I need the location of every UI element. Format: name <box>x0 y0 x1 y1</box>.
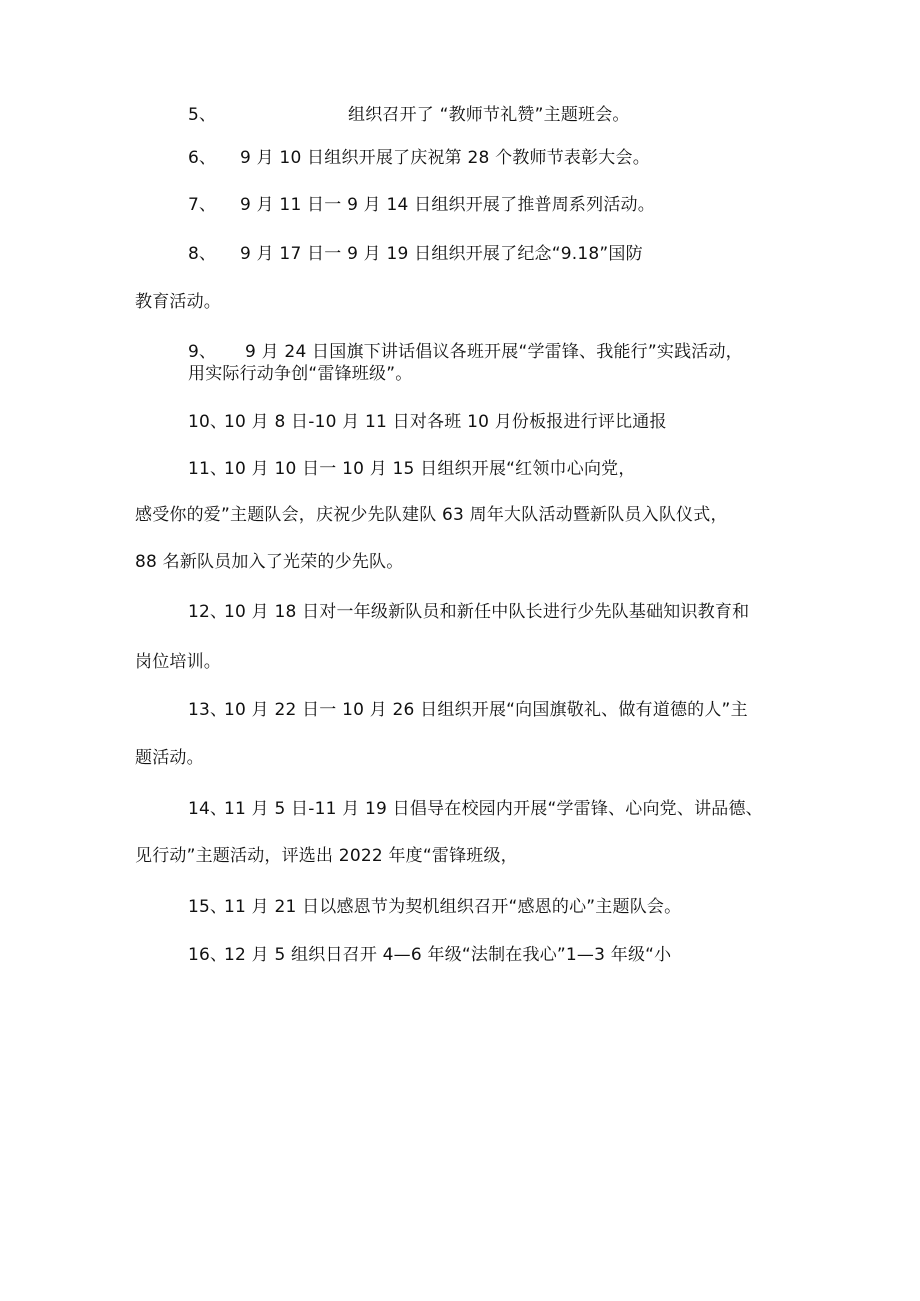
item-14-continuation: 见行动”主题活动，评选出 2022 年度“雷锋班级， <box>135 846 518 866</box>
item-11-text: 10 月 10 日一 10 月 15 日组织开展“红领巾心向党， <box>224 459 636 479</box>
item-12-continuation: 岗位培训。 <box>135 652 221 672</box>
item-14-number: 14、 <box>188 799 228 819</box>
item-6-text: 9 月 10 日组织开展了庆祝第 28 个教师节表彰大会。 <box>240 148 650 168</box>
item-13-number: 13、 <box>188 700 228 720</box>
item-13-continuation: 题活动。 <box>135 748 204 768</box>
item-12-text: 10 月 18 日对一年级新队员和新任中队长进行少先队基础知识教育和 <box>224 602 750 622</box>
item-10-number: 10、 <box>188 412 228 432</box>
item-12-number: 12、 <box>188 602 228 622</box>
item-7-number: 7、 <box>188 195 217 215</box>
item-10-text: 10 月 8 日-10 月 11 日对各班 10 月份板报进行评比通报 <box>224 412 667 432</box>
item-15-text: 11 月 21 日以感恩节为契机组织召开“感恩的心”主题队会。 <box>224 897 682 917</box>
item-9-number: 9、 <box>188 342 217 362</box>
item-13-text: 10 月 22 日一 10 月 26 日组织开展“向国旗敬礼、做有道德的人”主 <box>224 700 748 720</box>
item-9-text2: 用实际行动争创“雷锋班级”。 <box>188 364 413 384</box>
item-6-number: 6、 <box>188 148 217 168</box>
item-16-text: 12 月 5 组织日召开 4—6 年级“法制在我心”1—3 年级“小 <box>224 945 672 965</box>
item-11-continuation: 感受你的爱”主题队会，庆祝少先队建队 63 周年大队活动暨新队员入队仪式， <box>135 505 728 525</box>
item-9-text: 9 月 24 日国旗下讲话倡议各班开展“学雷锋、我能行”实践活动， <box>245 342 743 362</box>
item-11-number: 11、 <box>188 459 228 479</box>
item-5-text: 组织召开了 “教师节礼赞”主题班会。 <box>348 105 630 125</box>
item-15-number: 15、 <box>188 897 228 917</box>
item-5-number: 5、 <box>188 105 217 125</box>
item-14-text: 11 月 5 日-11 月 19 日倡导在校园内开展“学雷锋、心向党、讲品德、 <box>224 799 763 819</box>
item-8-continuation: 教育活动。 <box>135 292 221 312</box>
item-8-text: 9 月 17 日一 9 月 19 日组织开展了纪念“9.18”国防 <box>240 244 643 264</box>
item-8-number: 8、 <box>188 244 217 264</box>
item-7-text: 9 月 11 日一 9 月 14 日组织开展了推普周系列活动。 <box>240 195 655 215</box>
item-11-continuation2: 88 名新队员加入了光荣的少先队。 <box>135 552 404 572</box>
item-16-number: 16、 <box>188 945 228 965</box>
